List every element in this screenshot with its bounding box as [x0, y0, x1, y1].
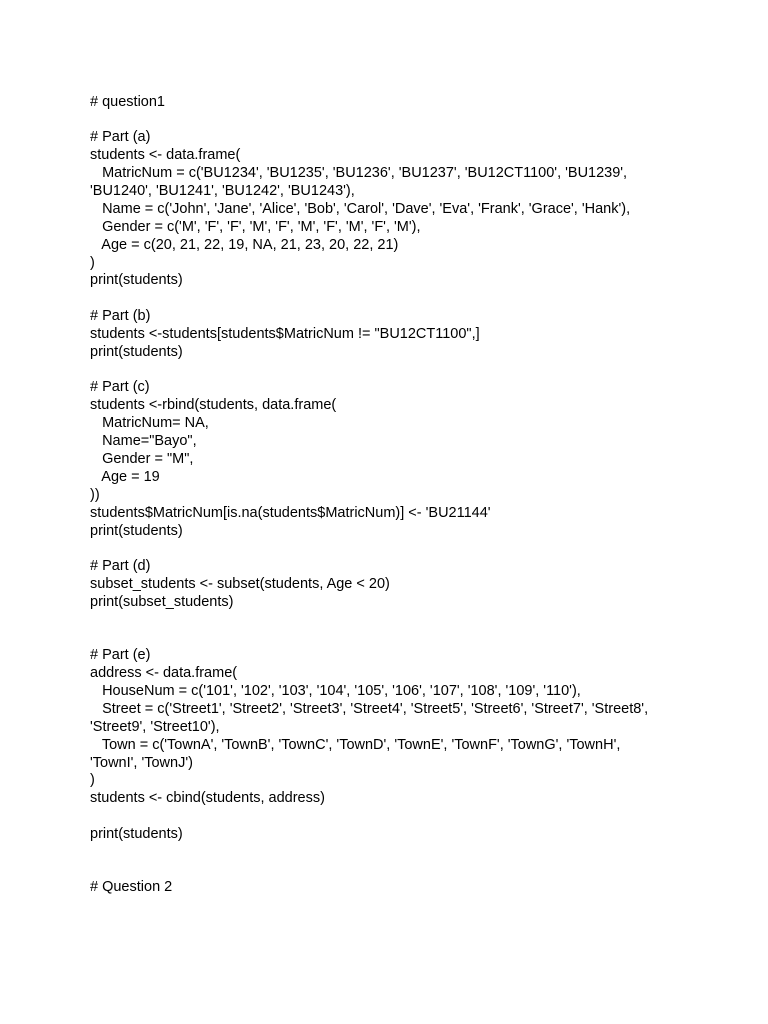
code-line: )	[90, 255, 95, 271]
code-line: print(subset_students)	[90, 594, 234, 610]
comment-part-d: # Part (d)	[90, 558, 151, 574]
code-line: MatricNum= NA,	[90, 415, 209, 431]
code-line: students$MatricNum[is.na(students$MatricNum)] <- 'BU21144'	[90, 505, 491, 521]
code-line: students <-rbind(students, data.frame(	[90, 397, 337, 413]
code-line: subset_students <- subset(students, Age < 20)	[90, 576, 390, 592]
code-line: 'BU1240', 'BU1241', 'BU1242', 'BU1243'),	[90, 183, 355, 199]
code-line: students <-students[students$MatricNum != "BU12CT1100",]	[90, 326, 480, 342]
code-line: students <- cbind(students, address)	[90, 790, 325, 806]
heading-question1: # question1	[90, 94, 165, 110]
code-line: students <- data.frame(	[90, 147, 241, 163]
comment-part-e: # Part (e)	[90, 647, 151, 663]
comment-part-a: # Part (a)	[90, 129, 151, 145]
code-line: ))	[90, 487, 100, 503]
comment-part-b: # Part (b)	[90, 308, 151, 324]
code-line: )	[90, 772, 95, 788]
code-line: MatricNum = c('BU1234', 'BU1235', 'BU1236', 'BU1237', 'BU12CT1100', 'BU1239',	[90, 165, 628, 181]
heading-question2: # Question 2	[90, 879, 173, 895]
code-line: Name="Bayo",	[90, 433, 197, 449]
code-line: HouseNum = c('101', '102', '103', '104', '105', '106', '107', '108', '109', '110'),	[90, 683, 581, 699]
code-line: address <- data.frame(	[90, 665, 238, 681]
code-line: Age = 19	[90, 469, 160, 485]
code-line: Age = c(20, 21, 22, 19, NA, 21, 23, 20, 22, 21)	[90, 237, 399, 253]
code-line: Name = c('John', 'Jane', 'Alice', 'Bob', 'Carol', 'Dave', 'Eva', 'Frank', 'Grace', 'Hank'),	[90, 201, 631, 217]
code-line: print(students)	[90, 272, 183, 288]
code-line: print(students)	[90, 344, 183, 360]
code-line: print(students)	[90, 826, 183, 842]
code-line: Town = c('TownA', 'TownB', 'TownC', 'TownD', 'TownE', 'TownF', 'TownG', 'TownH',	[90, 737, 621, 753]
code-line: print(students)	[90, 523, 183, 539]
code-line: Gender = "M",	[90, 451, 194, 467]
code-line: 'TownI', 'TownJ')	[90, 755, 193, 771]
code-line: Gender = c('M', 'F', 'F', 'M', 'F', 'M', 'F', 'M', 'F', 'M'),	[90, 219, 421, 235]
code-line: Street = c('Street1', 'Street2', 'Street3', 'Street4', 'Street5', 'Street6', 'Street7', 'Street8',	[90, 701, 649, 717]
comment-part-c: # Part (c)	[90, 379, 150, 395]
code-line: 'Street9', 'Street10'),	[90, 719, 220, 735]
